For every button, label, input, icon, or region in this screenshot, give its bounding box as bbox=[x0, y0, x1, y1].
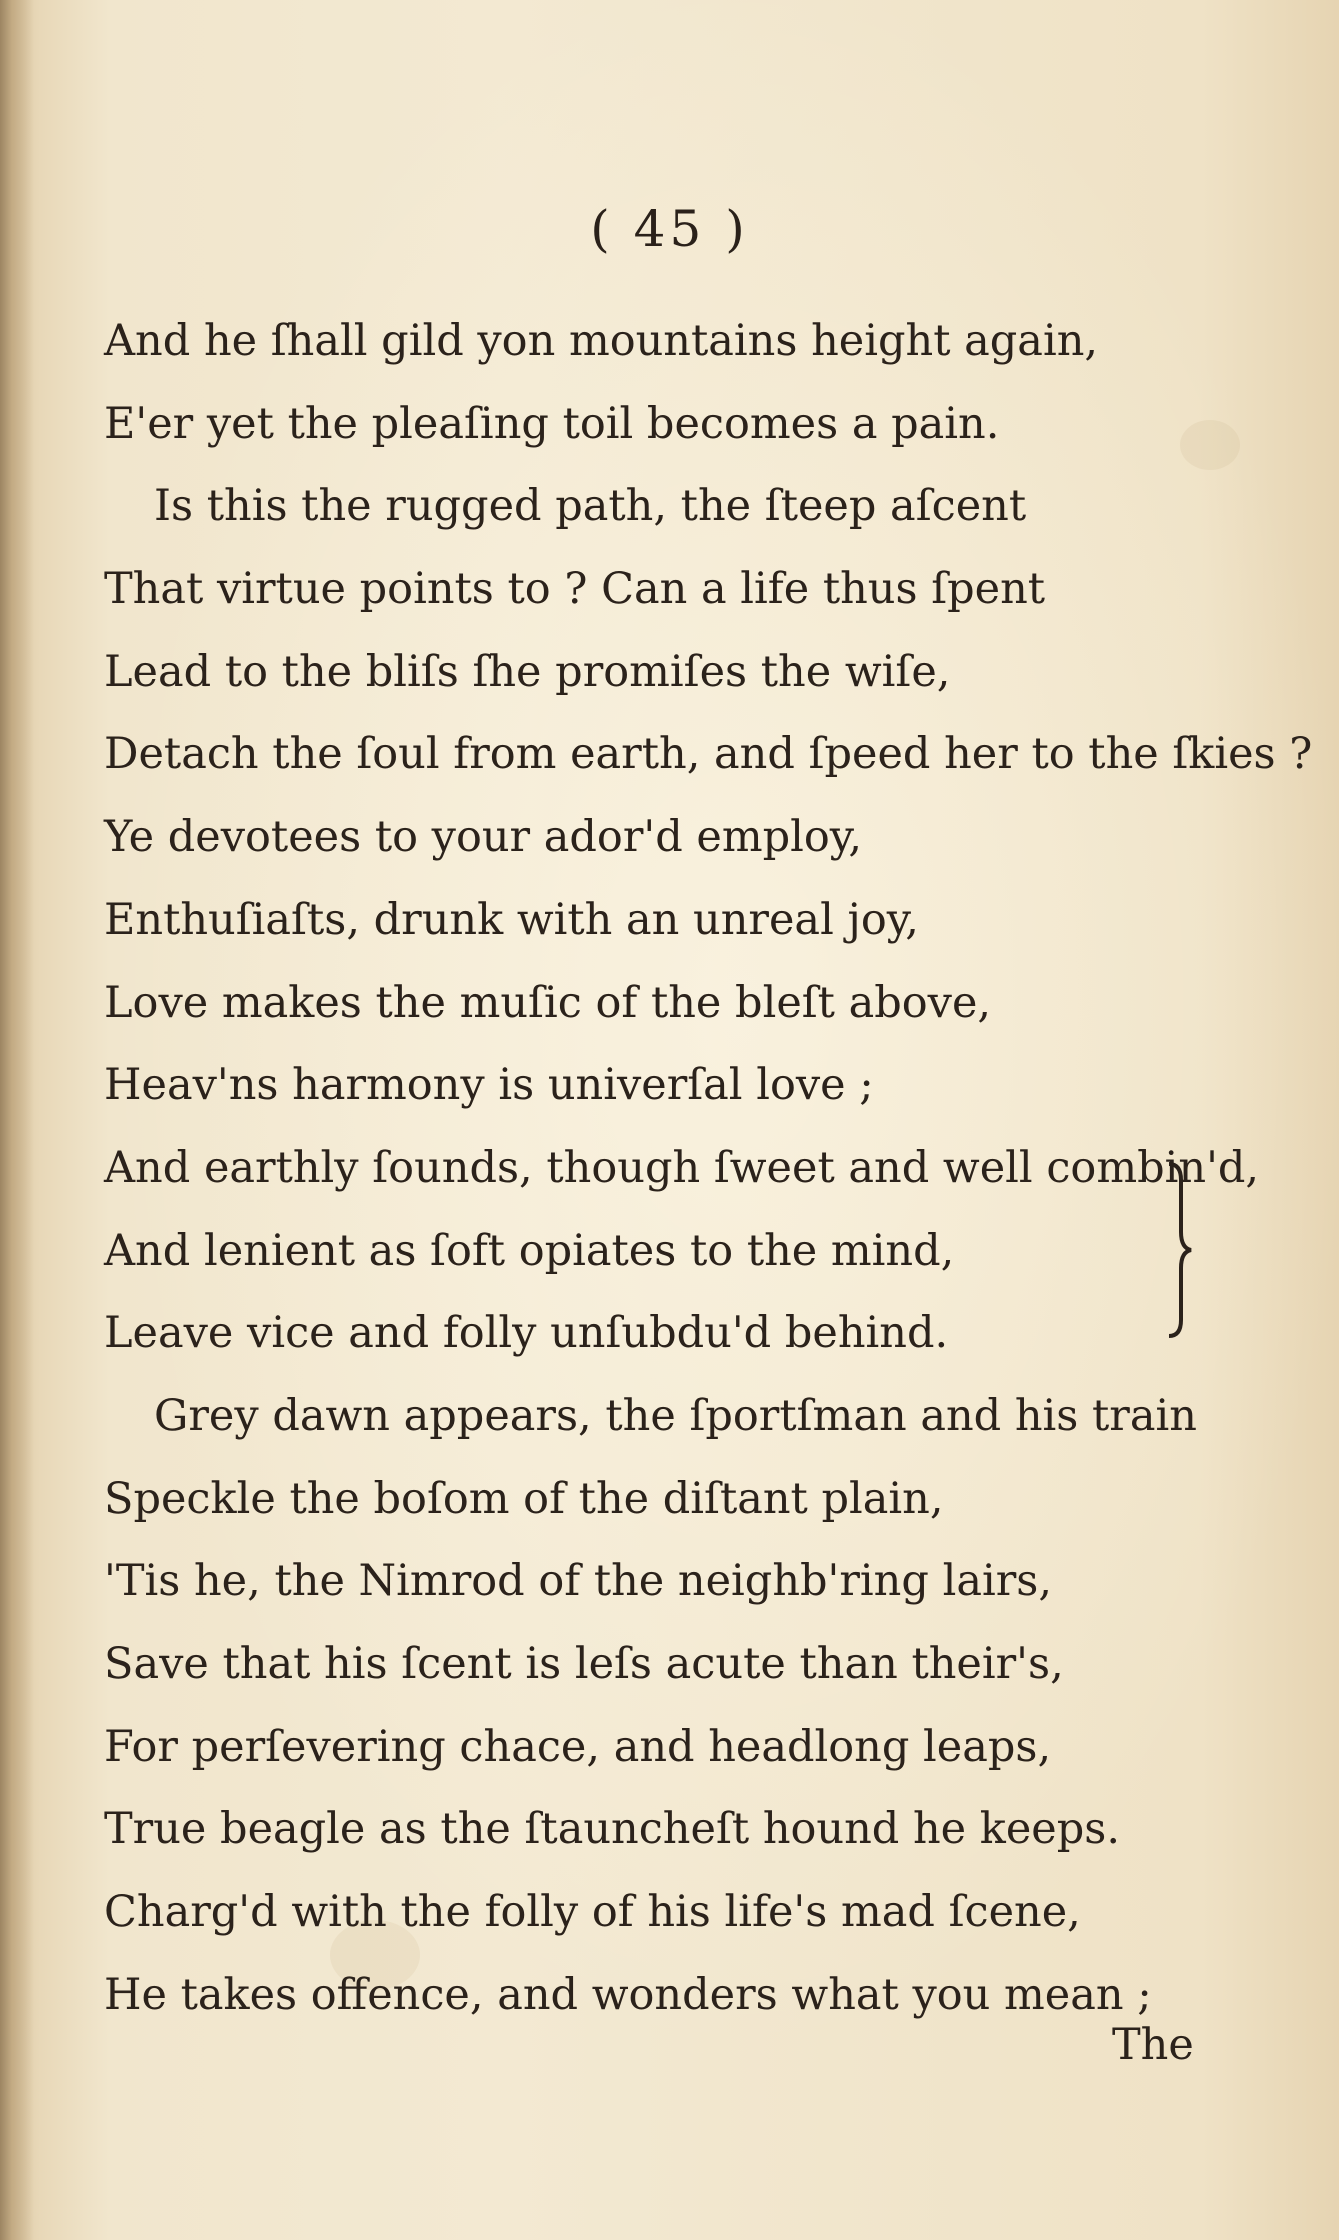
catchword: The bbox=[1112, 2020, 1194, 2070]
poem-line: Lead to the bliſs ſhe promiſes the wiſe, bbox=[104, 646, 951, 697]
poem-line: Grey dawn appears, the ſportſman and his train bbox=[154, 1390, 1197, 1441]
poem-line: Love makes the muſic of the bleſt above, bbox=[104, 977, 992, 1028]
poem-line: Is this the rugged path, the ſteep aſcent bbox=[154, 481, 1027, 532]
poem-line: 'Tis he, the Nimrod of the neighb'ring lairs, bbox=[104, 1556, 1052, 1607]
poem-line: Charg'd with the folly of his life's mad ſcene, bbox=[104, 1887, 1081, 1938]
poem-line: Heav'ns harmony is univerſal love ; bbox=[104, 1060, 874, 1111]
poem-line: E'er yet the pleaſing toil becomes a pain. bbox=[104, 398, 1000, 449]
page-number: ( 45 ) bbox=[590, 200, 749, 258]
poem-line: Detach the ſoul from earth, and ſpeed her to the ſkies ? bbox=[104, 729, 1313, 780]
triplet-brace bbox=[1165, 1160, 1195, 1340]
poem-line: He takes offence, and wonders what you mean ; bbox=[104, 1969, 1152, 2020]
poem-line: And lenient as ſoft opiates to the mind, bbox=[104, 1225, 955, 1276]
poem-text bbox=[104, 300, 1313, 2036]
poem-line: And he ſhall gild yon mountains height again, bbox=[104, 316, 1099, 366]
poem-line: Speckle the boſom of the diſtant plain, bbox=[104, 1473, 944, 1524]
binding-edge bbox=[0, 0, 34, 2240]
poem-line: That virtue points to ? Can a life thus ſpent bbox=[104, 564, 1046, 615]
poem-line: Enthuſiaſts, drunk with an unreal joy, bbox=[104, 894, 919, 945]
poem-line: Ye devotees to your ador'd employ, bbox=[104, 812, 863, 863]
poem-line: For perſevering chace, and headlong leaps, bbox=[104, 1721, 1052, 1772]
poem-line: Leave vice and folly unſubdu'd behind. bbox=[104, 1308, 949, 1359]
poem-line: And earthly ſounds, though ſweet and well combin'd, bbox=[104, 1142, 1260, 1193]
poem-line: Save that his ſcent is leſs acute than their's, bbox=[104, 1639, 1064, 1689]
poem-line: True beagle as the ſtauncheſt hound he keeps. bbox=[104, 1804, 1121, 1855]
